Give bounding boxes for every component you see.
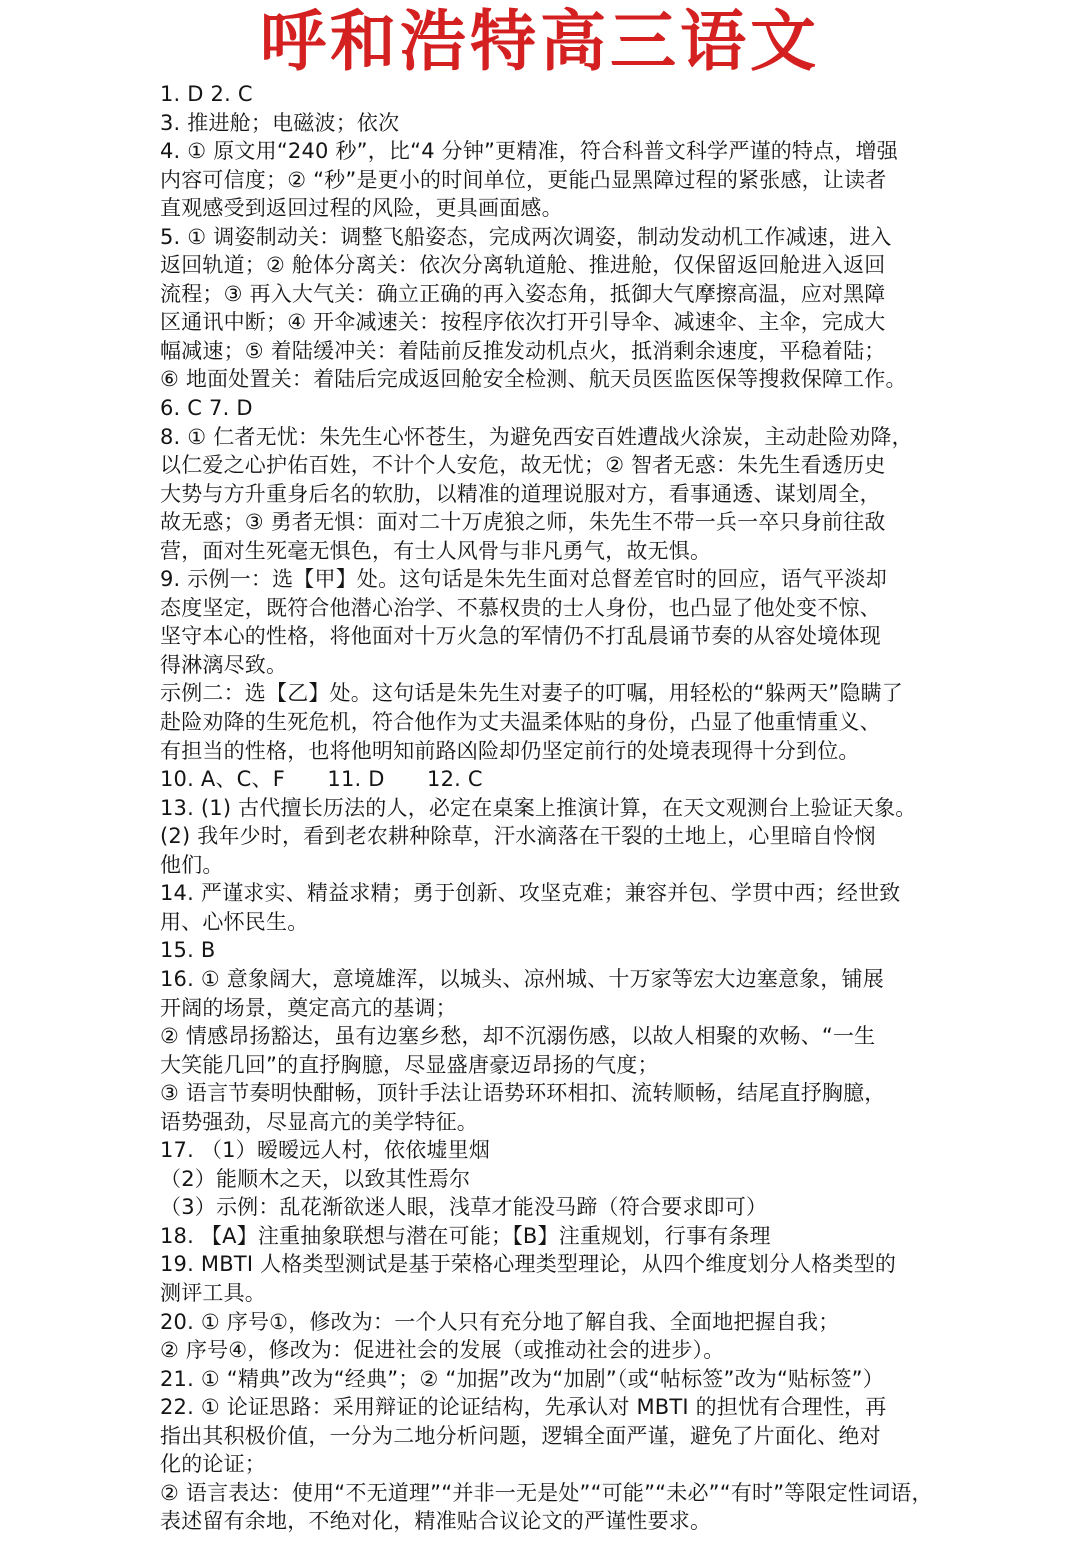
page-title: 呼和浩特高三语文 [260,3,820,80]
answer-line: 测评工具。 [160,1280,266,1305]
answer-line: ② 语言表达：使用“不无道理”“并非一无是处”“可能”“未必”“有时”等限定性词语， [160,1480,933,1505]
answer-line: 1. D 2. C [160,82,253,106]
answer-line: 坚守本心的性格，将他面对十万火急的军情仍不打乱晨诵节奏的从容处境体现 [160,624,881,649]
answer-line: 5. ① 调姿制动关：调整飞船姿态，完成两次调姿，制动发动机工作减速，进入 [160,224,892,249]
answer-line: 营，面对生死毫无惧色，有士人风骨与非凡勇气，故无惧。 [160,538,712,563]
answer-line: （2）能顺木之天，以致其性焉尔 [160,1166,471,1191]
answer-line: 开阔的场景，奠定高亢的基调； [160,995,457,1020]
answer-line: 语势强劲，尽显高亢的美学特征。 [160,1109,478,1134]
answer-line: 22. ① 论证思路：采用辩证的论证结构，先承认对 MBTI 的担忧有合理性，再 [160,1395,887,1420]
answer-line: 9. 示例一：选【甲】处。这句话是朱先生面对总督差官时的回应，语气平淡却 [160,567,887,592]
answer-line: （3）示例：乱花渐欲迷人眼，浅草才能没马蹄（符合要求即可） [160,1195,768,1220]
answer-line: 6. C 7. D [160,396,253,421]
answer-line: 幅减速；⑤ 着陆缓冲关：着陆前反推发动机点火，抵消剩余速度，平稳着陆； [160,338,886,363]
answer-line: 3. 推进舱；电磁波；依次 [160,110,400,135]
answer-line: 返回轨道；② 舱体分离关：依次分离轨道舱、推进舱，仅保留返回舱进入返回 [160,253,886,278]
answer-line: 他们。 [160,852,224,877]
answer-line: 17. （1）暧暧远人村，依依墟里烟 [160,1138,491,1163]
answer-line: 10. A、C、F 11. D 12. C [160,767,483,792]
answer-line: ② 序号④，修改为：促进社会的发展（或推动社会的进步）。 [160,1338,725,1363]
answer-line: 18. 【A】注重抽象联想与潜在可能；【B】注重规划，行事有条理 [160,1223,771,1248]
answer-line: 大笑能几回”的直抒胸臆，尽显盛唐豪迈昂扬的气度； [160,1052,659,1077]
answer-line: ⑥ 地面处置关：着陆后完成返回舱安全检测、航天员医监医保等搜救保障工作。 [160,367,907,392]
answer-line: ② 情感昂扬豁达，虽有边塞乡愁，却不沉溺伤感，以故人相聚的欢畅、“一生 [160,1024,876,1049]
answer-line: (2) 我年少时，看到老农耕种除草，汗水滴落在干裂的土地上，心里暗自怜悯 [160,824,876,849]
answer-line: 指出其积极价值，一分为二地分析问题，逻辑全面严谨，避免了片面化、绝对 [160,1423,881,1448]
answer-line: 以仁爱之心护佑百姓，不计个人安危，故无忧；② 智者无惑：朱先生看透历史 [160,453,886,478]
answer-line: 得淋漓尽致。 [160,652,288,677]
answer-line: ③ 语言节奏明快酣畅，顶针手法让语势环环相扣、流转顺畅，结尾直抒胸臆， [160,1081,886,1106]
answer-line: 13. (1) 古代擅长历法的人，必定在桌案上推演计算，在天文观测台上验证天象。 [160,795,917,820]
answer-line: 流程；③ 再入大气关：确立正确的再入姿态角，抵御大气摩擦高温，应对黑障 [160,281,886,306]
answer-line: 化的论证； [160,1452,266,1477]
answer-line: 直观感受到返回过程的风险，更具画面感。 [160,196,563,221]
answer-line: 4. ① 原文用“240 秒”，比“4 分钟”更精准，符合科普文科学严谨的特点，增强 [160,139,898,164]
answer-line: 大势与方升重身后名的软肋，以精准的道理说服对方，看事通透、谋划周全， [160,481,881,506]
answer-line: 8. ① 仁者无忧：朱先生心怀苍生，为避免西安百姓遭战火涂炭，主动赴险劝降， [160,424,913,449]
answer-line: 14. 严谨求实、精益求精；勇于创新、攻坚克难；兼容并包、学贯中西；经世致 [160,881,901,906]
answer-line: 有担当的性格，也将他明知前路凶险却仍坚定前行的处境表现得十分到位。 [160,738,860,763]
answer-line: 19. MBTI 人格类型测试是基于荣格心理类型理论，从四个维度划分人格类型的 [160,1252,897,1277]
answer-line: 20. ① 序号①，修改为：一个人只有充分地了解自我、全面地把握自我； [160,1309,840,1334]
answer-line: 用、心怀民生。 [160,909,309,934]
answer-line: 15. B [160,938,216,963]
answer-line: 21. ① “精典”改为“经典”；② “加据”改为“加剧”（或“帖标签”改为“贴标签”） [160,1366,884,1391]
answer-line: 表述留有余地，不绝对化，精准贴合议论文的严谨性要求。 [160,1509,712,1534]
answer-line: 区通讯中断；④ 开伞减速关：按程序依次打开引导伞、减速伞、主伞，完成大 [160,310,886,335]
answer-list [160,80,933,1536]
answer-line: 赴险劝降的生死危机，符合他作为丈夫温柔体贴的身份，凸显了他重情重义、 [160,710,881,735]
answer-line: 示例二：选【乙】处。这句话是朱先生对妻子的叮嘱，用轻松的“躲两天”隐瞒了 [160,681,903,706]
answer-line: 16. ① 意象阔大，意境雄浑，以城头、凉州城、十万家等宏大边塞意象，铺展 [160,966,884,991]
answer-line: 内容可信度；② “秒”是更小的时间单位，更能凸显黑障过程的紧张感，让读者 [160,167,887,192]
answer-line: 态度坚定，既符合他潜心治学、不慕权贵的士人身份，也凸显了他处变不惊、 [160,595,881,620]
answer-line: 故无惑；③ 勇者无惧：面对二十万虎狼之师，朱先生不带一兵一卒只身前往敌 [160,510,886,535]
